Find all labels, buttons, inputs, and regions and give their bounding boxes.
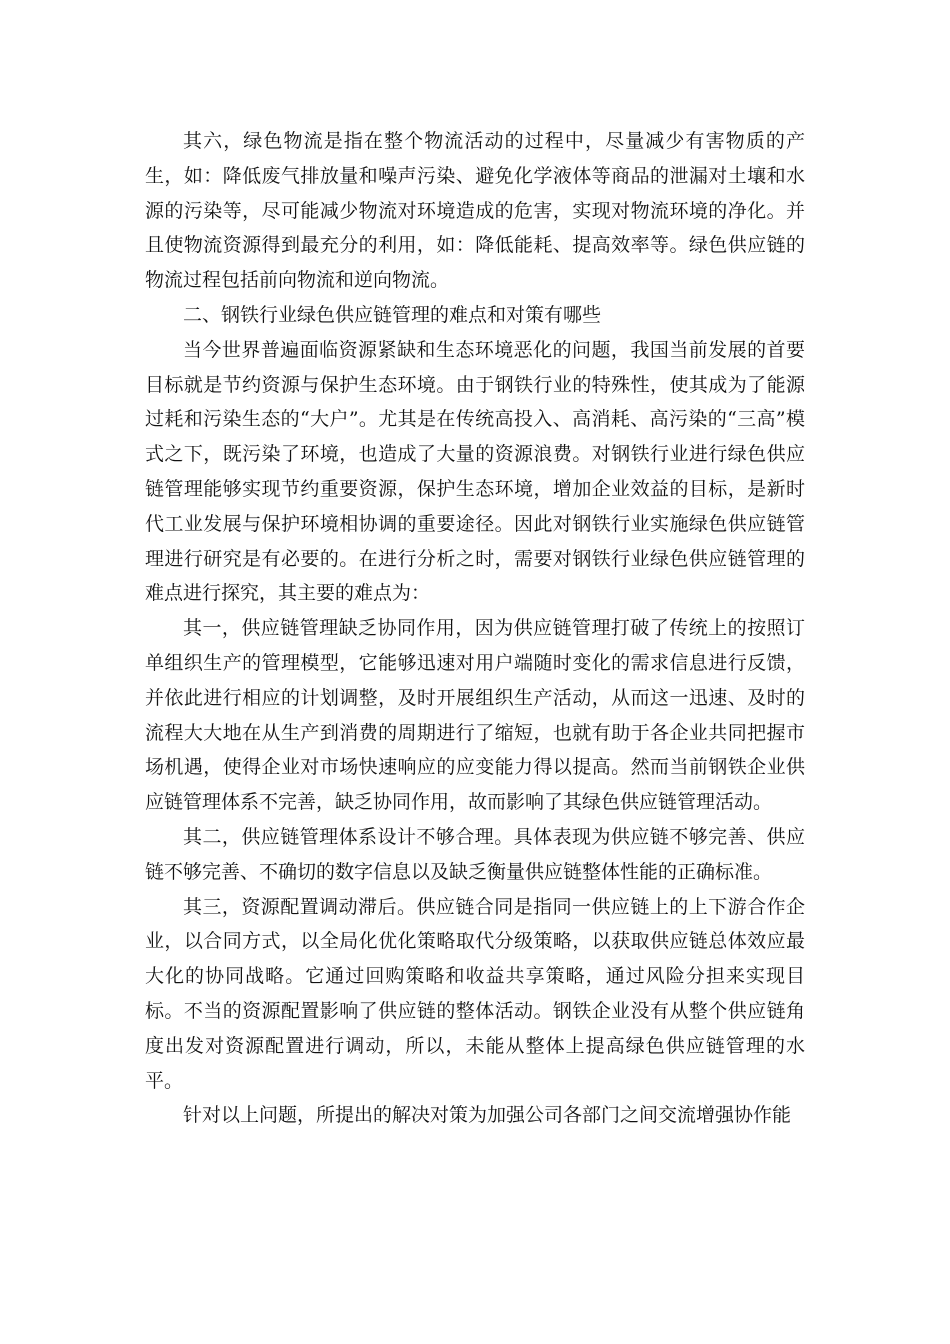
paragraph-green-logistics: 其六，绿色物流是指在整个物流活动的过程中，尽量减少有害物质的产生，如：降低废气排放量和噪声污染、避免化学液体等商品的泄漏对土壤和水源的污染等，尽可能减少物流对环境造成的危害，实现对物流环境的净化。并且使物流资源得到最充分的利用，如：降低能耗、提高效率等。绿色供应链的物流过程包括前向物流和逆向物流。 <box>145 130 805 292</box>
paragraph-steel-industry-context: 当今世界普遍面临资源紧缺和生态环境恶化的问题，我国当前发展的首要目标就是节约资源与保护生态环境。由于钢铁行业的特殊性，使其成为了能源过耗和污染生态的“大户”。尤其是在传统高投入、高消耗、高污染的“三高”模式之下，既污染了环境，也造成了大量的资源浪费。对钢铁行业进行绿色供应链管理能够实现节约重要资源，保护生态环境，增加企业效益的目标，是新时代工业发展与保护环境相协调的重要途径。因此对钢铁行业实施绿色供应链管理进行研究是有必要的。在进行分析之时，需要对钢铁行业绿色供应链管理的难点进行探究，其主要的难点为： <box>145 338 805 605</box>
paragraph-difficulty-one: 其一，供应链管理缺乏协同作用，因为供应链管理打破了传统上的按照订单组织生产的管理模型，它能够迅速对用户端随时变化的需求信息进行反馈，并依此进行相应的计划调整，及时开展组织生产活动，从而这一迅速、及时的流程大大地在从生产到消费的周期进行了缩短，也就有助于各企业共同把握市场机遇，使得企业对市场快速响应的应变能力得以提高。然而当前钢铁企业供应链管理体系不完善，缺乏协同作用，故而影响了其绿色供应链管理活动。 <box>145 617 805 814</box>
paragraph-difficulty-two: 其二，供应链管理体系设计不够合理。具体表现为供应链不够完善、供应链不够完善、不确切的数字信息以及缺乏衡量供应链整体性能的正确标准。 <box>145 825 805 883</box>
paragraph-difficulty-three: 其三，资源配置调动滞后。供应链合同是指同一供应链上的上下游合作企业，以合同方式，以全局化优化策略取代分级策略，以获取供应链总体效应最大化的协同战略。它通过回购策略和收益共享策略，通过风险分担来实现目标。不当的资源配置影响了供应链的整体活动。钢铁企业没有从整个供应链角度出发对资源配置进行调动，所以，未能从整体上提高绿色供应链管理的水平。 <box>145 895 805 1092</box>
paragraph-solutions: 针对以上问题，所提出的解决对策为加强公司各部门之间交流增强协作能 <box>183 1104 792 1127</box>
document-page <box>145 124 805 1133</box>
section-heading-difficulties: 二、钢铁行业绿色供应链管理的难点和对策有哪些 <box>183 303 602 326</box>
